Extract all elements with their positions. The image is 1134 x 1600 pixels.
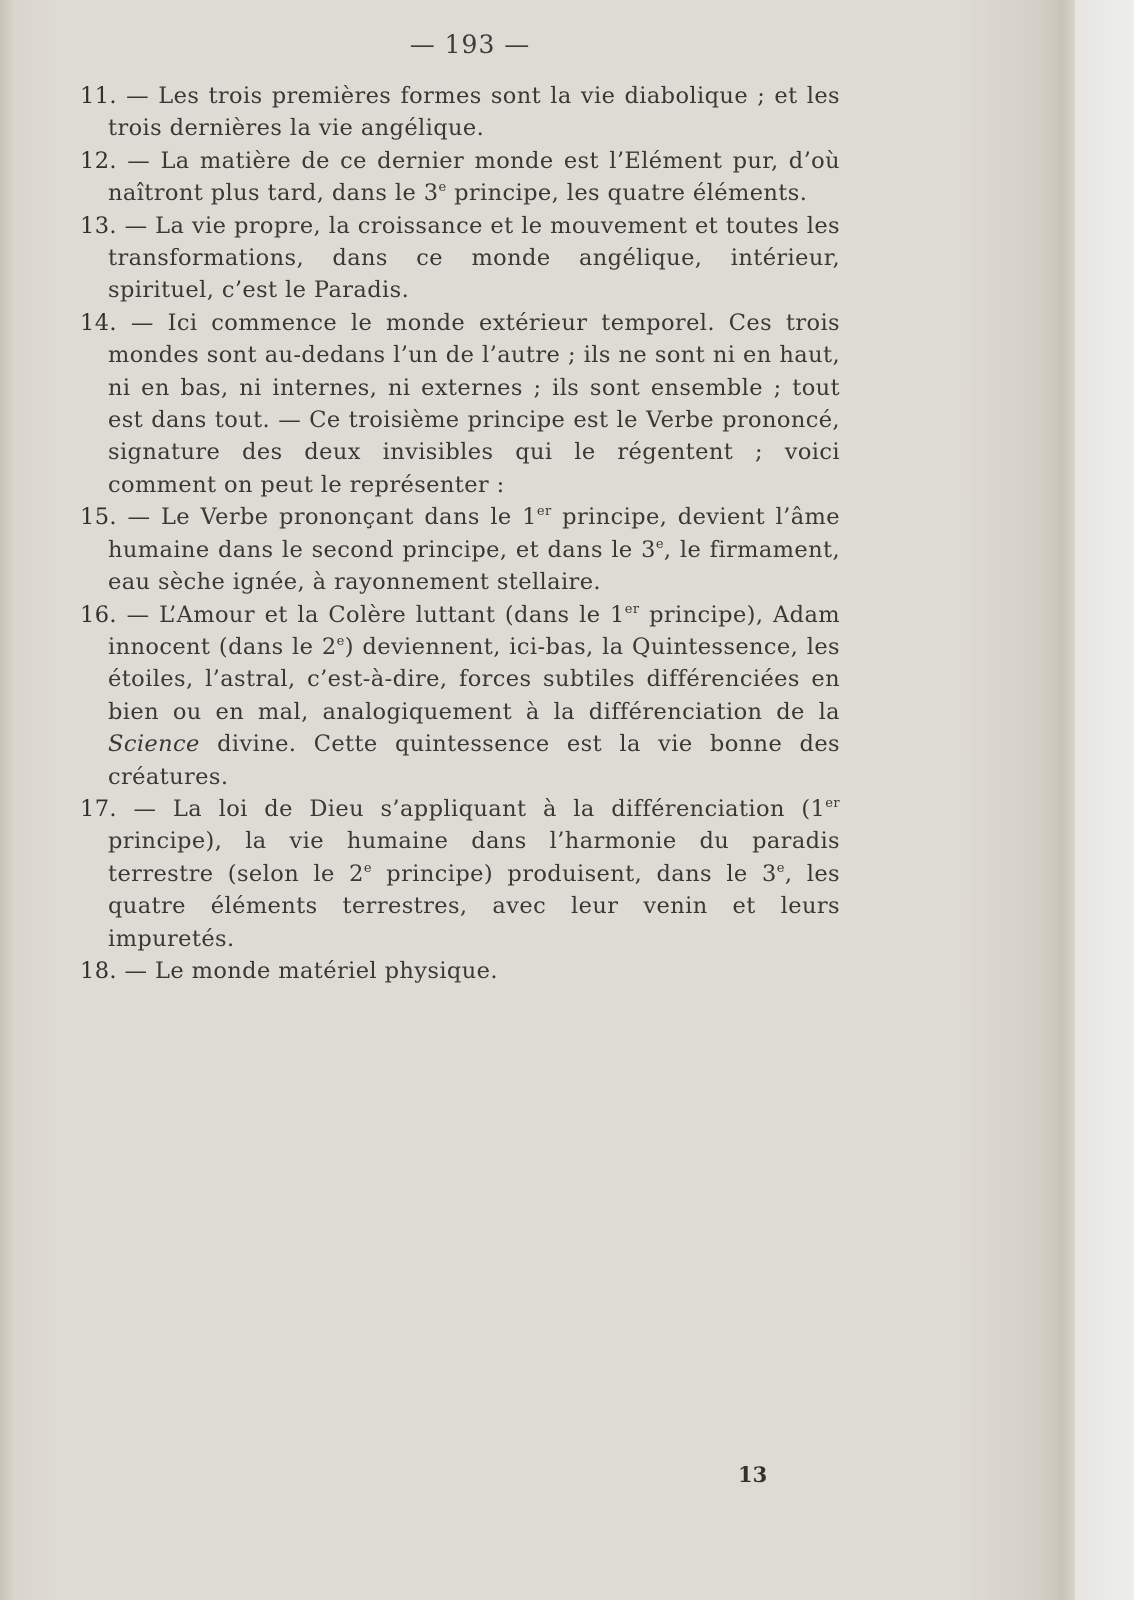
item-text: — La loi de Dieu s’appliquant à la différenciation (1	[116, 795, 826, 822]
item-text: ) deviennent, ici-bas, la Quintessence, les étoiles, l’astral, c’est-à-dire, forces subtiles différenciées en bien ou en mal, analogiquement à la différenciation de la	[108, 633, 840, 725]
list-item-13	[80, 210, 840, 307]
item-text: , les quatre éléments terrestres, avec leur venin et leurs impuretés.	[108, 860, 840, 952]
list-item-11	[80, 80, 840, 145]
item-number: 18.	[80, 957, 117, 984]
item-number: 17.	[80, 795, 117, 822]
superscript: e	[655, 536, 664, 552]
item-number: 14.	[80, 309, 117, 336]
list-item-16	[80, 599, 840, 793]
list-item-15	[80, 501, 840, 598]
item-text: — Le Verbe prononçant dans le 1	[116, 504, 537, 531]
item-text: — Ici commence le monde extérieur temporel. Ces trois mondes sont au-dedans l’un de l’autre ; ils ne sont ni en haut, ni en bas, ni internes, ni externes ; ils sont ensemble ; tout est dans tout. — Ce troisième principe est le Verbe prononcé, signature des deux invisibles qui le régentent ; voici comment on peut le représenter :	[108, 309, 840, 498]
list-item-14	[80, 307, 840, 501]
signature-mark: 13	[738, 1462, 768, 1487]
item-text: divine. Cette quintessence est la vie bonne des créatures.	[108, 731, 840, 790]
item-text: principe), Adam innocent (dans le 2	[108, 601, 841, 660]
item-text: principe) produisent, dans le 3	[371, 860, 777, 887]
item-number: 16.	[80, 601, 117, 628]
item-number: 11.	[80, 83, 117, 109]
item-text: — La matière de ce dernier monde est l’Elément pur, d’où naîtront plus tard, dans le 3	[108, 147, 840, 207]
list-item-12	[80, 145, 840, 210]
item-text: — La vie propre, la croissance et le mouvement et toutes les transformations, dans ce monde angélique, intérieur, spirituel, c’est le Paradis.	[108, 212, 840, 304]
page-number: — 193 —	[409, 30, 531, 59]
superscript: er	[624, 601, 640, 617]
superscript: e	[363, 860, 372, 876]
scan-margin	[1075, 0, 1134, 1600]
item-number: 15.	[80, 504, 117, 531]
superscript: er	[536, 504, 552, 520]
item-text: , le firmament, eau sèche ignée, à rayonnement stellaire.	[108, 536, 840, 596]
body-text	[80, 80, 840, 987]
item-text: principe, les quatre éléments.	[446, 180, 808, 207]
list-item-18	[80, 955, 840, 987]
item-text: — L’Amour et la Colère luttant (dans le 1	[116, 601, 625, 628]
item-text: — Le monde matériel physique.	[116, 957, 498, 984]
italic-word: Science	[108, 731, 200, 758]
item-number: 13.	[80, 212, 117, 239]
list-item-17	[80, 793, 840, 955]
item-text: — Les trois premières formes sont la vie diabolique ; et les trois dernières la vie angélique.	[108, 83, 840, 142]
item-text: principe), la vie humaine dans l’harmonie du paradis terrestre (selon le 2	[108, 828, 840, 887]
superscript: er	[825, 795, 840, 811]
item-number: 12.	[80, 147, 117, 174]
superscript: e	[336, 633, 345, 649]
superscript: e	[438, 180, 447, 196]
item-text: principe, devient l’âme humaine dans le second principe, et dans le 3	[108, 504, 840, 563]
superscript: e	[776, 860, 785, 876]
